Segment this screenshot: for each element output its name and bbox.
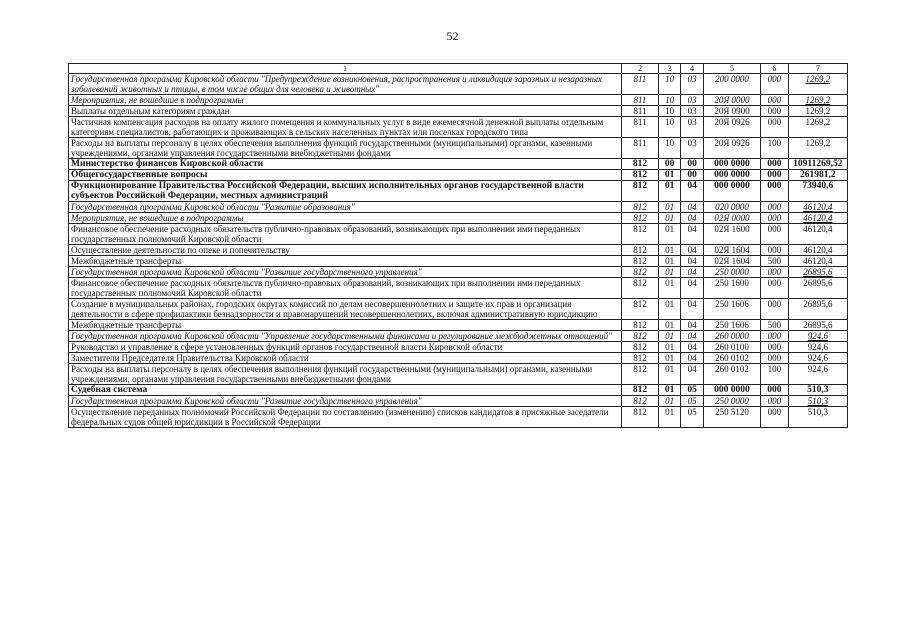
row-section-cell: 01 bbox=[658, 407, 680, 428]
amount-value: 261981,2 bbox=[800, 170, 836, 180]
row-amount-cell bbox=[788, 224, 847, 245]
row-target-cell: 260 0100 bbox=[703, 342, 760, 353]
row-section-cell: 01 bbox=[658, 331, 680, 342]
row-type-cell: 000 bbox=[761, 342, 789, 353]
row-code-cell: 812 bbox=[622, 320, 659, 331]
row-name-cell: Государственная программа Кировской области "Предупреждение возникновения, распространения и ликвидация заразных и незаразных заболеваний животных и птицы, в том числе общих для человека и животных" bbox=[69, 74, 622, 95]
row-code-cell: 812 bbox=[622, 331, 659, 342]
row-section-cell: 10 bbox=[658, 74, 680, 95]
amount-value: 924,6 bbox=[807, 364, 828, 374]
row-section-cell: 01 bbox=[658, 342, 680, 353]
row-amount-cell bbox=[788, 74, 847, 95]
row-name-cell: Мероприятия, не вошедшие в подпрограммы bbox=[69, 95, 622, 106]
amount-value: 1269,2 bbox=[805, 95, 831, 105]
row-section-cell: 01 bbox=[658, 256, 680, 267]
row-amount-cell bbox=[788, 256, 847, 267]
table-row bbox=[69, 331, 848, 342]
table-row bbox=[69, 106, 848, 117]
row-section-cell: 01 bbox=[658, 213, 680, 224]
row-amount-cell bbox=[788, 364, 847, 385]
row-name-cell: Судебная система bbox=[69, 385, 622, 396]
table-row bbox=[69, 213, 848, 224]
row-target-cell: 02Я 0000 bbox=[703, 213, 760, 224]
row-code-cell: 812 bbox=[622, 267, 659, 278]
table-row bbox=[69, 320, 848, 331]
amount-value: 510,3 bbox=[807, 385, 829, 395]
row-section-cell: 01 bbox=[658, 202, 680, 213]
row-code-cell: 811 bbox=[622, 117, 659, 138]
row-name-cell: Осуществление переданных полномочий Российской Федерации по составлению (изменению) списков кандидатов в присяжные заседатели федеральных судов общей юрисдикции в Российской Федерации bbox=[69, 407, 622, 428]
row-subsection-cell: 05 bbox=[681, 385, 703, 396]
row-amount-cell bbox=[788, 299, 847, 320]
row-name-cell: Министерство финансов Кировской области bbox=[69, 159, 622, 170]
row-code-cell: 812 bbox=[622, 353, 659, 364]
row-type-cell: 000 bbox=[761, 74, 789, 95]
row-name-cell: Функционирование Правительства Российской Федерации, высших исполнительных органов государственной власти субъектов Российской Федерации, местных администраций bbox=[69, 181, 622, 202]
row-type-cell: 000 bbox=[761, 159, 789, 170]
row-name-cell: Межбюджетные трансферты bbox=[69, 320, 622, 331]
row-section-cell: 01 bbox=[658, 181, 680, 202]
table-row bbox=[69, 256, 848, 267]
amount-value: 26895,6 bbox=[803, 320, 833, 330]
row-subsection-cell: 04 bbox=[681, 364, 703, 385]
table-row bbox=[69, 202, 848, 213]
amount-value: 26895,6 bbox=[803, 278, 833, 288]
row-code-cell: 812 bbox=[622, 224, 659, 245]
amount-value: 46120,4 bbox=[803, 224, 833, 234]
row-type-cell: 000 bbox=[761, 106, 789, 117]
row-name-cell: Межбюджетные трансферты bbox=[69, 256, 622, 267]
row-code-cell: 812 bbox=[622, 342, 659, 353]
row-section-cell: 00 bbox=[658, 159, 680, 170]
row-section-cell: 01 bbox=[658, 299, 680, 320]
row-subsection-cell: 04 bbox=[681, 202, 703, 213]
row-section-cell: 01 bbox=[658, 353, 680, 364]
header-cell: 7 bbox=[788, 64, 847, 74]
row-target-cell: 250 1600 bbox=[703, 278, 760, 299]
row-name-cell: Государственная программа Кировской области "Управление государственными финансами и регулирование межбюджетных отношений" bbox=[69, 331, 622, 342]
row-code-cell: 811 bbox=[622, 138, 659, 159]
row-target-cell: 000 0000 bbox=[703, 385, 760, 396]
amount-value: 46120,4 bbox=[803, 202, 833, 212]
row-name-cell: Государственная программа Кировской области "Развитие государственного управления" bbox=[69, 396, 622, 407]
row-code-cell: 812 bbox=[622, 170, 659, 181]
row-type-cell: 000 bbox=[761, 385, 789, 396]
row-type-cell: 100 bbox=[761, 138, 789, 159]
row-target-cell: 02Я 1604 bbox=[703, 245, 760, 256]
row-section-cell: 10 bbox=[658, 138, 680, 159]
row-subsection-cell: 04 bbox=[681, 224, 703, 245]
row-amount-cell bbox=[788, 106, 847, 117]
amount-value: 46120,4 bbox=[803, 245, 833, 255]
row-type-cell: 000 bbox=[761, 95, 789, 106]
row-section-cell: 01 bbox=[658, 245, 680, 256]
row-amount-cell bbox=[788, 138, 847, 159]
row-name-cell: Руководство и управление в сфере установленных функций органов государственной власти Кировской области bbox=[69, 342, 622, 353]
row-type-cell: 000 bbox=[761, 407, 789, 428]
row-subsection-cell: 04 bbox=[681, 267, 703, 278]
row-code-cell: 811 bbox=[622, 95, 659, 106]
row-amount-cell bbox=[788, 320, 847, 331]
row-section-cell: 01 bbox=[658, 224, 680, 245]
table-row bbox=[69, 267, 848, 278]
row-target-cell: 250 1606 bbox=[703, 320, 760, 331]
row-amount-cell bbox=[788, 159, 847, 170]
row-code-cell: 812 bbox=[622, 213, 659, 224]
row-amount-cell bbox=[788, 245, 847, 256]
row-amount-cell bbox=[788, 117, 847, 138]
row-type-cell: 000 bbox=[761, 245, 789, 256]
row-type-cell: 000 bbox=[761, 353, 789, 364]
row-target-cell: 260 0000 bbox=[703, 331, 760, 342]
table-row bbox=[69, 159, 848, 170]
row-target-cell: 250 5120 bbox=[703, 407, 760, 428]
row-type-cell: 000 bbox=[761, 224, 789, 245]
row-code-cell: 812 bbox=[622, 364, 659, 385]
row-subsection-cell: 04 bbox=[681, 331, 703, 342]
header-cell: 6 bbox=[761, 64, 789, 74]
table-row bbox=[69, 385, 848, 396]
table-row bbox=[69, 224, 848, 245]
amount-value: 10911269,52 bbox=[793, 159, 843, 169]
row-type-cell: 100 bbox=[761, 364, 789, 385]
budget-table bbox=[68, 63, 848, 428]
row-type-cell: 000 bbox=[761, 117, 789, 138]
table-row bbox=[69, 138, 848, 159]
row-code-cell: 812 bbox=[622, 245, 659, 256]
row-name-cell: Создание в муниципальных районах, городских округах комиссий по делам несовершеннолетних и защите их прав и организация деятельности в сфере профилактики безнадзорности и правонарушений несовершеннолетних, включая административную юрисдикцию bbox=[69, 299, 622, 320]
row-code-cell: 812 bbox=[622, 385, 659, 396]
row-subsection-cell: 00 bbox=[681, 170, 703, 181]
row-code-cell: 812 bbox=[622, 299, 659, 320]
row-subsection-cell: 03 bbox=[681, 74, 703, 95]
row-name-cell: Расходы на выплаты персоналу в целях обеспечения выполнения функций государственными (муниципальными) органами, казенными учреждениями, органами управления государственными внебюджетными фондами bbox=[69, 138, 622, 159]
amount-value: 1269,2 bbox=[805, 138, 831, 148]
row-target-cell: 260 0102 bbox=[703, 364, 760, 385]
row-subsection-cell: 03 bbox=[681, 117, 703, 138]
row-name-cell: Частичная компенсация расходов на оплату жилого помещения и коммунальных услуг в виде ежемесячной денежной выплаты отдельным категориям специалистов, работающих и проживающих в сельских населенных пунктах или поселках городского типа bbox=[69, 117, 622, 138]
row-type-cell: 000 bbox=[761, 213, 789, 224]
row-target-cell: 20Я 0900 bbox=[703, 106, 760, 117]
row-amount-cell bbox=[788, 202, 847, 213]
row-subsection-cell: 00 bbox=[681, 159, 703, 170]
table-row bbox=[69, 74, 848, 95]
row-type-cell: 000 bbox=[761, 267, 789, 278]
row-subsection-cell: 04 bbox=[681, 299, 703, 320]
row-target-cell: 02Я 1604 bbox=[703, 256, 760, 267]
row-amount-cell bbox=[788, 331, 847, 342]
row-target-cell: 250 0000 bbox=[703, 267, 760, 278]
table-row bbox=[69, 278, 848, 299]
amount-value: 510,3 bbox=[807, 407, 828, 417]
row-amount-cell bbox=[788, 213, 847, 224]
row-type-cell: 000 bbox=[761, 278, 789, 299]
row-subsection-cell: 04 bbox=[681, 320, 703, 331]
row-target-cell: 02Я 1600 bbox=[703, 224, 760, 245]
row-code-cell: 811 bbox=[622, 106, 659, 117]
amount-value: 924,6 bbox=[807, 331, 828, 341]
row-type-cell: 000 bbox=[761, 202, 789, 213]
header-cell: 1 bbox=[69, 64, 622, 74]
row-amount-cell bbox=[788, 267, 847, 278]
row-code-cell: 812 bbox=[622, 396, 659, 407]
row-target-cell: 250 1606 bbox=[703, 299, 760, 320]
table-row bbox=[69, 353, 848, 364]
row-name-cell: Заместители Председателя Правительства Кировской области bbox=[69, 353, 622, 364]
row-name-cell: Расходы на выплаты персоналу в целях обеспечения выполнения функций государственными (муниципальными) органами, казенными учреждениями, органами управления государственными внебюджетными фондами bbox=[69, 364, 622, 385]
row-section-cell: 01 bbox=[658, 396, 680, 407]
table-row bbox=[69, 299, 848, 320]
amount-value: 46120,4 bbox=[803, 256, 833, 266]
header-cell: 2 bbox=[622, 64, 659, 74]
table-row bbox=[69, 181, 848, 202]
amount-value: 1269,2 bbox=[805, 117, 831, 127]
row-section-cell: 01 bbox=[658, 170, 680, 181]
table-row bbox=[69, 245, 848, 256]
row-type-cell: 500 bbox=[761, 256, 789, 267]
table-row bbox=[69, 342, 848, 353]
row-target-cell: 260 0102 bbox=[703, 353, 760, 364]
row-subsection-cell: 04 bbox=[681, 353, 703, 364]
row-type-cell: 000 bbox=[761, 331, 789, 342]
row-code-cell: 812 bbox=[622, 159, 659, 170]
amount-value: 46120,4 bbox=[803, 213, 833, 223]
row-subsection-cell: 04 bbox=[681, 245, 703, 256]
row-amount-cell bbox=[788, 407, 847, 428]
row-amount-cell bbox=[788, 385, 847, 396]
row-type-cell: 000 bbox=[761, 181, 789, 202]
row-amount-cell bbox=[788, 170, 847, 181]
row-subsection-cell: 05 bbox=[681, 407, 703, 428]
header-cell: 4 bbox=[681, 64, 703, 74]
row-target-cell: 250 0000 bbox=[703, 396, 760, 407]
row-amount-cell bbox=[788, 278, 847, 299]
row-subsection-cell: 05 bbox=[681, 396, 703, 407]
row-subsection-cell: 04 bbox=[681, 342, 703, 353]
row-amount-cell bbox=[788, 396, 847, 407]
row-amount-cell bbox=[788, 353, 847, 364]
row-amount-cell bbox=[788, 181, 847, 202]
row-code-cell: 811 bbox=[622, 74, 659, 95]
row-subsection-cell: 03 bbox=[681, 95, 703, 106]
row-type-cell: 500 bbox=[761, 320, 789, 331]
row-subsection-cell: 03 bbox=[681, 106, 703, 117]
header-cell: 3 bbox=[658, 64, 680, 74]
amount-value: 1269,2 bbox=[805, 106, 831, 116]
row-amount-cell bbox=[788, 342, 847, 353]
row-target-cell: 20Я 0000 bbox=[703, 95, 760, 106]
row-subsection-cell: 04 bbox=[681, 278, 703, 299]
row-name-cell: Государственная программа Кировской области "Развитие государственного управления" bbox=[69, 267, 622, 278]
row-target-cell: 000 0000 bbox=[703, 181, 760, 202]
row-type-cell: 000 bbox=[761, 299, 789, 320]
row-target-cell: 020 0000 bbox=[703, 202, 760, 213]
table-header-row bbox=[69, 64, 848, 74]
row-target-cell: 20Я 0926 bbox=[703, 138, 760, 159]
amount-value: 26895,6 bbox=[803, 267, 833, 277]
row-name-cell: Финансовое обеспечение расходных обязательств публично-правовых образований, возникающих при выполнении ими переданных государственных полномочий Кировской области bbox=[69, 224, 622, 245]
row-section-cell: 10 bbox=[658, 117, 680, 138]
row-target-cell: 000 0000 bbox=[703, 159, 760, 170]
row-amount-cell bbox=[788, 95, 847, 106]
amount-value: 1269,2 bbox=[805, 74, 831, 84]
row-target-cell: 200 0000 bbox=[703, 74, 760, 95]
row-section-cell: 10 bbox=[658, 106, 680, 117]
row-code-cell: 812 bbox=[622, 202, 659, 213]
row-name-cell: Осуществление деятельности по опеке и попечительству bbox=[69, 245, 622, 256]
amount-value: 924,6 bbox=[807, 353, 828, 363]
table-row bbox=[69, 170, 848, 181]
amount-value: 510,3 bbox=[807, 396, 828, 406]
row-code-cell: 812 bbox=[622, 278, 659, 299]
row-section-cell: 01 bbox=[658, 385, 680, 396]
table-row bbox=[69, 364, 848, 385]
row-target-cell: 000 0000 bbox=[703, 170, 760, 181]
row-subsection-cell: 04 bbox=[681, 256, 703, 267]
row-name-cell: Общегосударственные вопросы bbox=[69, 170, 622, 181]
amount-value: 73940,6 bbox=[802, 181, 834, 191]
table-row bbox=[69, 117, 848, 138]
row-code-cell: 812 bbox=[622, 181, 659, 202]
row-subsection-cell: 04 bbox=[681, 181, 703, 202]
row-section-cell: 01 bbox=[658, 364, 680, 385]
table-row bbox=[69, 396, 848, 407]
table-row bbox=[69, 95, 848, 106]
row-code-cell: 812 bbox=[622, 256, 659, 267]
row-subsection-cell: 04 bbox=[681, 213, 703, 224]
row-name-cell: Мероприятия, не вошедшие в подпрограммы bbox=[69, 213, 622, 224]
row-subsection-cell: 03 bbox=[681, 138, 703, 159]
row-name-cell: Финансовое обеспечение расходных обязательств публично-правовых образований, возникающих при выполнении ими переданных государственных полномочий Кировской области bbox=[69, 278, 622, 299]
row-type-cell: 000 bbox=[761, 396, 789, 407]
row-name-cell: Выплаты отдельным категориям граждан bbox=[69, 106, 622, 117]
row-code-cell: 812 bbox=[622, 407, 659, 428]
row-section-cell: 10 bbox=[658, 95, 680, 106]
table-row bbox=[69, 407, 848, 428]
amount-value: 924,6 bbox=[807, 342, 828, 352]
row-section-cell: 01 bbox=[658, 278, 680, 299]
row-section-cell: 01 bbox=[658, 320, 680, 331]
page-number: 52 bbox=[446, 29, 459, 43]
row-section-cell: 01 bbox=[658, 267, 680, 278]
header-cell: 5 bbox=[703, 64, 760, 74]
row-target-cell: 20Я 0926 bbox=[703, 117, 760, 138]
row-name-cell: Государственная программа Кировской области "Развитие образования" bbox=[69, 202, 622, 213]
row-type-cell: 000 bbox=[761, 170, 789, 181]
amount-value: 26895,6 bbox=[803, 299, 833, 309]
